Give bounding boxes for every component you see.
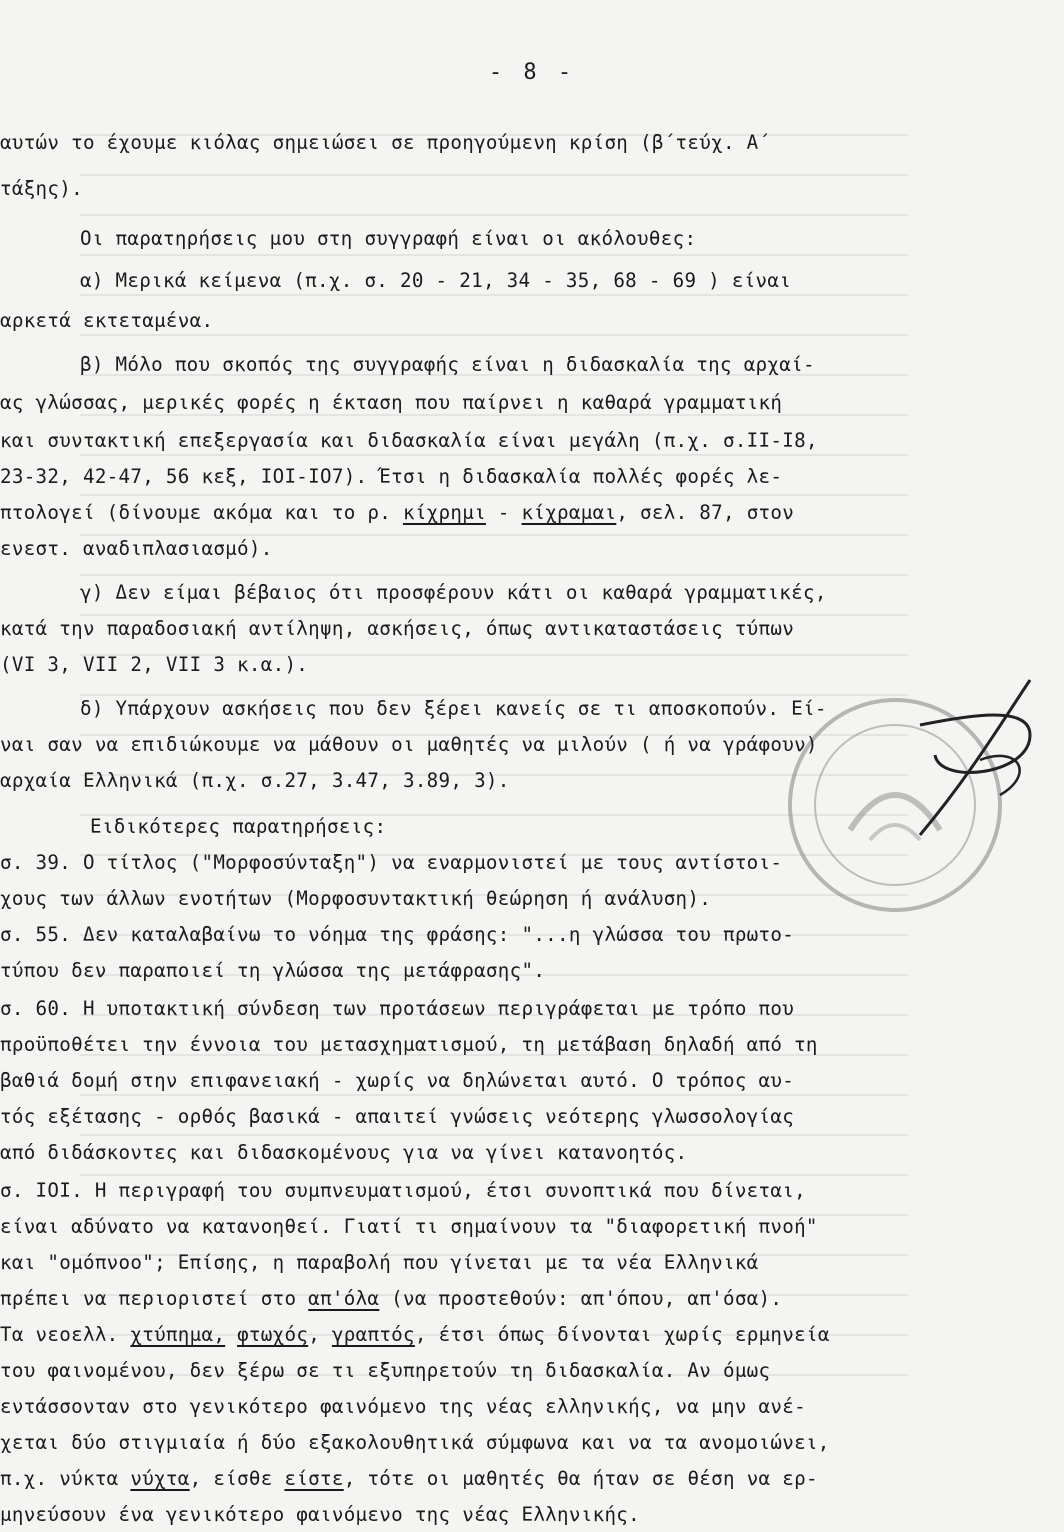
text-line: τός εξέτασης - ορθός βασικά - απαιτεί γνώσεις νεότερης γλωσσολογίας — [0, 1105, 795, 1128]
text-line: εντάσσονταν στο γενικότερο φαινόμενο της νέας ελληνικής, να μην ανέ- — [0, 1395, 806, 1418]
text-line: Ειδικότερες παρατηρήσεις: — [90, 815, 387, 838]
text-line: δ) Υπάρχουν ασκήσεις που δεν ξέρει κανείς σε τι αποσκοπούν. Εί- — [80, 697, 827, 720]
text-line: κατά την παραδοσιακή αντίληψη, ασκήσεις, όπως αντικαταστάσεις τύπων — [0, 617, 795, 640]
text-line: πτολογεί (δίνουμε ακόμα και το ρ. κίχρημι - κίχραμαι, σελ. 87, στον — [0, 501, 795, 524]
text-line: 23-32, 42-47, 56 κεξ, ΙΟΙ-ΙΟ7). Έτσι η διδασκαλία πολλές φορές λε- — [0, 465, 783, 488]
text-line: τάξης). — [0, 177, 83, 200]
text-line: χους των άλλων ενοτήτων (Μορφοσυντακτική θεώρηση ή ανάλυση). — [0, 887, 712, 910]
text-line: αρχαία Ελληνικά (π.χ. σ.27, 3.47, 3.89, 3). — [0, 769, 510, 792]
text-line: ενεστ. αναδιπλασιασμό). — [0, 537, 273, 560]
text-line: ας γλώσσας, μερικές φορές η έκταση που παίρνει η καθαρά γραμματική — [0, 391, 783, 414]
text-line: του φαινομένου, δεν ξέρω σε τι εξυπηρετούν τη διδασκαλία. Αν όμως — [0, 1359, 771, 1382]
text-line: (VI 3, VII 2, VII 3 κ.α.). — [0, 653, 309, 676]
page-number: - 8 - — [488, 60, 576, 85]
text-line: β) Μόλο που σκοπός της συγγραφής είναι η διδασκαλία της αρχαί- — [80, 353, 815, 376]
text-line: χεται δύο στιγμιαία ή δύο εξακολουθητικά σύμφωνα και να τα ανομοιώνει, — [0, 1431, 830, 1454]
text-line: τύπου δεν παραποιεί τη γλώσσα της μετάφρασης". — [0, 959, 546, 982]
text-line: βαθιά δομή στην επιφανειακή - χωρίς να δηλώνεται αυτό. Ο τρόπος αυ- — [0, 1069, 795, 1092]
text-line: και "ομόπνοο"; Επίσης, η παραβολή που γίνεται με τα νέα Ελληνικά — [0, 1251, 759, 1274]
text-line: πρέπει να περιοριστεί στο απ'όλα (να προστεθούν: απ'όπου, απ'όσα). — [0, 1287, 783, 1310]
text-line: μηνεύσουν ένα γενικότερο φαινόμενο της νέας Ελληνικής. — [0, 1503, 640, 1526]
handwritten-signature — [880, 665, 1050, 845]
text-line: Οι παρατηρήσεις μου στη συγγραφή είναι οι ακόλουθες: — [80, 227, 697, 250]
text-line: αυτών το έχουμε κιόλας σημειώσει σε προηγούμενη κρίση (β΄τεύχ. Α΄ — [0, 131, 771, 154]
text-line: σ. ΙΟΙ. Η περιγραφή του συμπνευματισμού, έτσι συνοπτικά που δίνεται, — [0, 1179, 806, 1202]
text-line: π.χ. νύκτα νύχτα, είσθε είστε, τότε οι μαθητές θα ήταν σε θέση να ερ- — [0, 1467, 818, 1490]
text-line: σ. 39. Ο τίτλος ("Μορφοσύνταξη") να εναρμονιστεί με τους αντίστοι- — [0, 851, 783, 874]
text-line: αρκετά εκτεταμένα. — [0, 309, 214, 332]
text-line: από διδάσκοντες και διδασκομένους για να γίνει κατανοητός. — [0, 1141, 688, 1164]
text-line: Τα νεοελλ. χτύπημα, φτωχός, γραπτός, έτσι όπως δίνονται χωρίς ερμηνεία — [0, 1323, 830, 1346]
text-line: α) Μερικά κείμενα (π.χ. σ. 20 - 21, 34 - 35, 68 - 69 ) είναι — [80, 269, 792, 292]
text-line: είναι αδύνατο να κατανοηθεί. Γιατί τι σημαίνουν τα "διαφορετική πνοή" — [0, 1215, 818, 1238]
text-line: προϋποθέτει την έννοια του μετασχηματισμού, τη μετάβαση δηλαδή από τη — [0, 1033, 818, 1056]
text-line: και συντακτική επεξεργασία και διδασκαλία είναι μεγάλη (π.χ. σ.ΙΙ-Ι8, — [0, 429, 818, 452]
text-line: γ) Δεν είμαι βέβαιος ότι προσφέρουν κάτι οι καθαρά γραμματικές, — [80, 581, 827, 604]
text-line: ναι σαν να επιδιώκουμε να μάθουν οι μαθητές να μιλούν ( ή να γράφουν) — [0, 733, 818, 756]
text-line: σ. 55. Δεν καταλαβαίνω το νόημα της φράσης: "...η γλώσσα του πρωτο- — [0, 923, 795, 946]
text-line: σ. 60. Η υποτακτική σύνδεση των προτάσεων περιγράφεται με τρόπο που — [0, 997, 795, 1020]
